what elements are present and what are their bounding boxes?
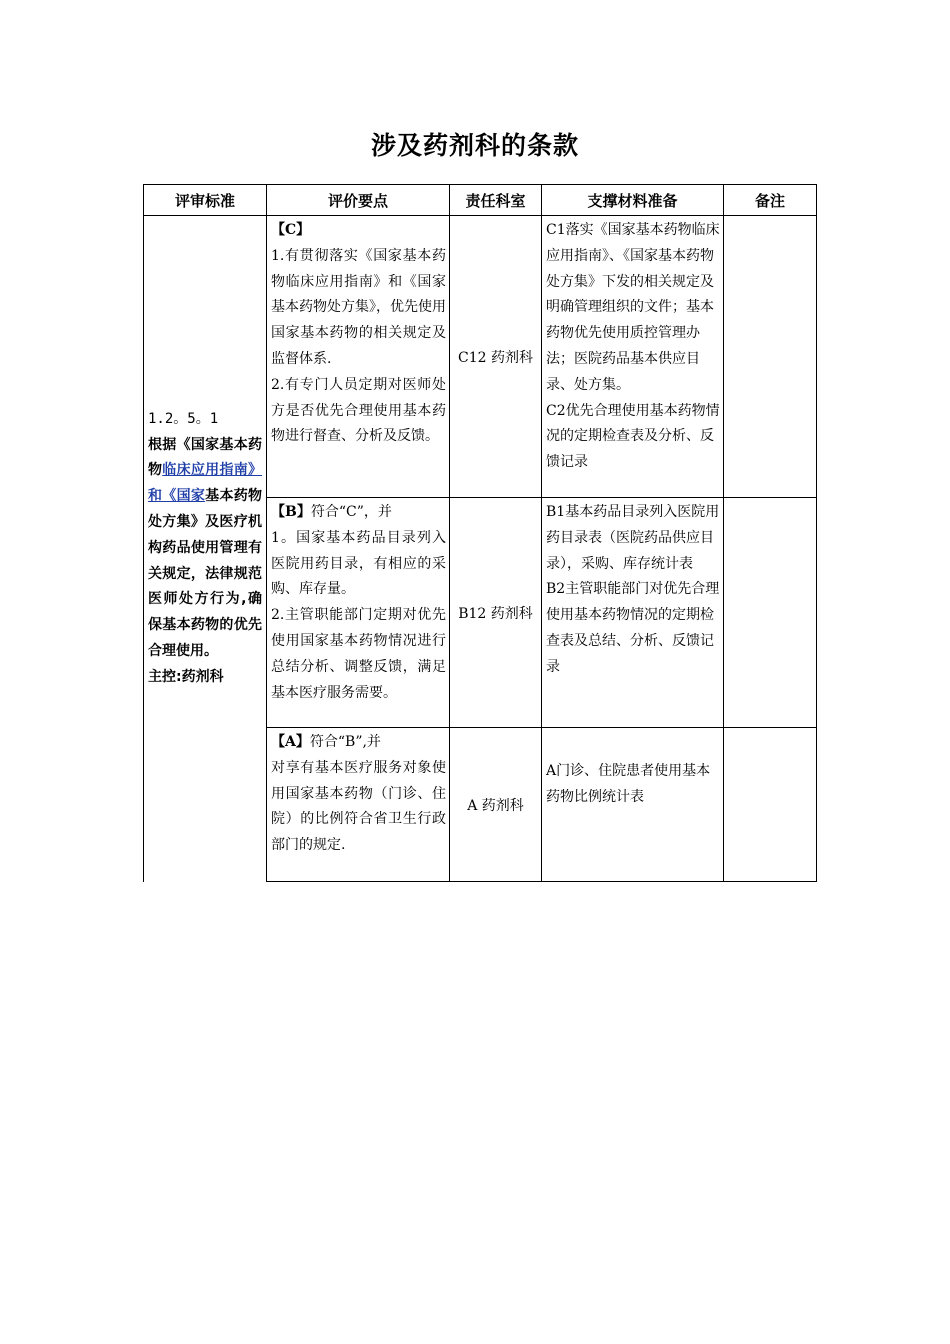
point-c-2: 2.有专门人员定期对医师处方是否优先合理使用基本药物进行督查、分析及反馈。 bbox=[271, 376, 446, 445]
point-a-1: 对享有基本医疗服务对象使用国家基本药物（门诊、住院）的比例符合省卫生行政部门的规定. bbox=[271, 759, 446, 854]
material-b-1: B1基本药品目录列入医院用药目录表（医院药品供应目录），采购、库存统计表 bbox=[546, 504, 720, 572]
standard-link[interactable]: 临床应用指南》和《国家 bbox=[148, 462, 263, 505]
page-title: 涉及药剂科的条款 bbox=[370, 131, 579, 160]
remark-cell-a bbox=[724, 728, 817, 882]
materials-cell-a bbox=[542, 728, 724, 882]
materials-cell-b bbox=[542, 498, 724, 728]
table-row-c bbox=[144, 216, 817, 498]
level-rest-b: 符合“C”，并 bbox=[310, 504, 392, 520]
level-rest-a: 符合“B”,并 bbox=[309, 734, 381, 750]
standard-owner: 主控:药剂科 bbox=[148, 668, 224, 685]
remark-cell-c bbox=[724, 216, 817, 498]
remark-cell-b bbox=[724, 498, 817, 728]
header-dept: 责任科室 bbox=[450, 185, 542, 216]
header-materials: 支撑材料准备 bbox=[542, 185, 724, 216]
standard-cell bbox=[144, 216, 267, 882]
dept-cell-a: A 药剂科 bbox=[450, 728, 542, 882]
clause-table bbox=[143, 184, 817, 882]
point-b-1: 1。国家基本药品目录列入医院用药目录，有相应的采购、库存量。 bbox=[271, 529, 446, 598]
header-standard: 评审标准 bbox=[144, 185, 267, 216]
material-c-1: C1落实《国家基本药物临床应用指南》、《国家基本药物处方集》下发的相关规定及明确管理组织的文件；基本药物优先使用质控管理办法；医院药品基本供应目录、处方集。 bbox=[546, 222, 720, 393]
level-tag-a: 【A】 bbox=[271, 734, 310, 750]
dept-cell-c: C12 药剂科 bbox=[450, 216, 542, 498]
standard-text-b: 基本药物处方集》及医疗机构药品使用管理有关规定，法律规范医师处方行为,确保基本药物的优先合理使用。 bbox=[148, 488, 263, 660]
level-tag-b: 【B】 bbox=[271, 504, 311, 520]
material-b-2: B2主管职能部门对优先合理使用基本药物情况的定期检查表及总结、分析、反馈记录 bbox=[546, 581, 720, 675]
points-cell-b bbox=[267, 498, 450, 728]
material-a-1: A门诊、住院患者使用基本药物比例统计表 bbox=[546, 762, 711, 805]
points-cell-a bbox=[267, 728, 450, 882]
material-c-2: C2优先合理使用基本药物情况的定期检查表及分析、反馈记录 bbox=[546, 402, 720, 471]
header-remark: 备注 bbox=[724, 185, 817, 216]
materials-cell-c bbox=[542, 216, 724, 498]
standard-text-a: 根据《国家基本药物 bbox=[148, 436, 262, 479]
point-b-2: 2.主管职能部门定期对优先使用国家基本药物情况进行总结分析、调整反馈，满足基本医疗服务需要。 bbox=[271, 607, 446, 701]
points-cell-c bbox=[267, 216, 450, 498]
header-points: 评价要点 bbox=[267, 185, 450, 216]
standard-number: 1.2。5。1 bbox=[148, 410, 219, 427]
table-header-row bbox=[144, 185, 817, 216]
point-c-1: 1.有贯彻落实《国家基本药物临床应用指南》和《国家基本药物处方集》，优先使用国家基本药物的相关规定及监督体系. bbox=[271, 247, 446, 367]
level-tag-c: 【C】 bbox=[271, 222, 311, 238]
dept-cell-b: B12 药剂科 bbox=[450, 498, 542, 728]
